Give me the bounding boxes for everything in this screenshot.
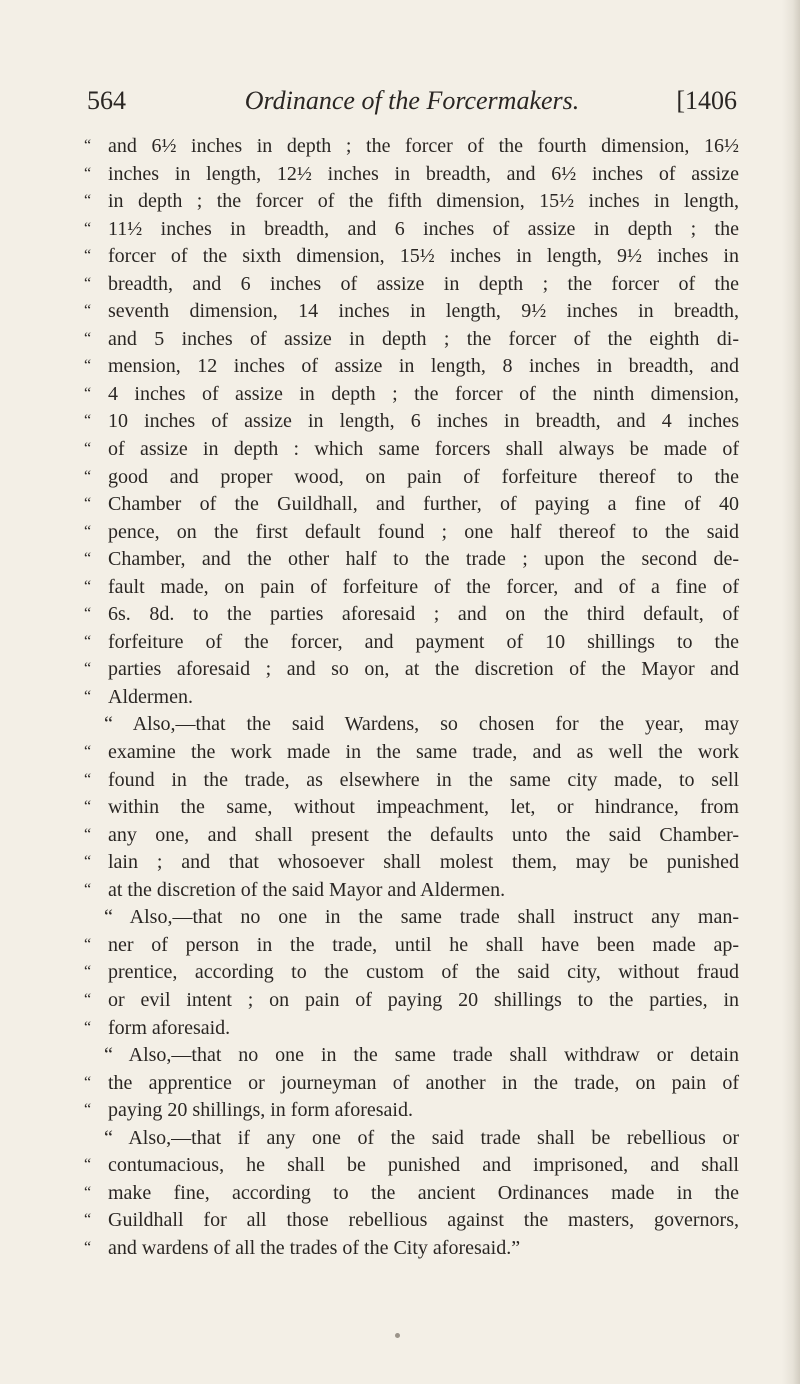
continuation-quote: “	[84, 522, 92, 540]
line-text: any one, and shall present the defaults unto the said Chamber-	[108, 823, 739, 846]
continuation-quote: “	[84, 467, 92, 485]
text-line	[84, 381, 739, 409]
text-line	[84, 1235, 739, 1263]
text-line	[84, 353, 739, 381]
continuation-quote: “	[84, 192, 92, 210]
line-text: forfeiture of the forcer, and payment of 10 shillings to the	[108, 630, 739, 653]
continuation-quote: “	[84, 440, 92, 458]
text-line	[84, 601, 739, 629]
continuation-quote: “	[84, 632, 92, 650]
text-line	[84, 822, 739, 850]
line-text: and 5 inches of assize in depth ; the forcer of the eighth di-	[108, 327, 739, 350]
line-text: 11½ inches in breadth, and 6 inches of assize in depth ; the	[108, 217, 739, 240]
text-line	[84, 767, 739, 795]
text-line	[84, 1042, 739, 1070]
line-text: forcer of the sixth dimension, 15½ inches in length, 9½ inches in	[108, 245, 739, 268]
text-line	[84, 1207, 739, 1235]
continuation-quote: “	[84, 963, 92, 981]
text-line	[84, 987, 739, 1015]
line-text: fault made, on pain of forfeiture of the forcer, and of a fine of	[108, 575, 739, 598]
continuation-quote: “	[84, 825, 92, 843]
text-line	[84, 1180, 739, 1208]
text-line	[84, 188, 739, 216]
line-text: Chamber of the Guildhall, and further, of paying a fine of 40	[108, 493, 739, 516]
continuation-quote: “	[84, 770, 92, 788]
continuation-quote: “	[84, 247, 92, 265]
text-line	[84, 794, 739, 822]
continuation-quote: “	[84, 1018, 92, 1036]
body-text	[84, 133, 739, 1262]
line-text: examine the work made in the same trade, and as well the work	[108, 741, 739, 764]
text-line	[84, 656, 739, 684]
text-line	[84, 408, 739, 436]
line-text: Aldermen.	[108, 685, 193, 708]
line-text: 4 inches of assize in depth ; the forcer of the ninth dimension,	[108, 382, 739, 405]
running-title: Ordinance of the Forcermakers.	[244, 86, 580, 115]
continuation-quote: “	[84, 384, 92, 402]
text-line	[84, 326, 739, 354]
year-marker: [1406	[676, 86, 737, 115]
text-line	[84, 849, 739, 877]
text-line	[84, 1015, 739, 1043]
line-text: of assize in depth : which same forcers shall always be made of	[108, 438, 739, 461]
continuation-quote: “	[84, 274, 92, 292]
page-number: 564	[87, 86, 126, 115]
continuation-quote: “	[84, 1156, 92, 1174]
continuation-quote: “	[84, 495, 92, 513]
line-text: contumacious, he shall be punished and imprisoned, and shall	[108, 1154, 739, 1177]
line-text: and wardens of all the trades of the City aforesaid.”	[108, 1236, 521, 1259]
line-text: in depth ; the forcer of the fifth dimension, 15½ inches in length,	[108, 190, 739, 213]
line-text: prentice, according to the custom of the said city, without fraud	[108, 961, 739, 984]
text-line	[84, 216, 739, 244]
line-text: breadth, and 6 inches of assize in depth ; the forcer of the	[108, 272, 739, 295]
continuation-quote: “	[84, 329, 92, 347]
line-text: and 6½ inches in depth ; the forcer of the fourth dimension, 16½	[108, 135, 739, 157]
line-text: within the same, without impeachment, let, or hindrance, from	[108, 796, 739, 819]
continuation-quote: “	[84, 137, 92, 154]
ink-speck	[395, 1333, 400, 1338]
line-text: lain ; and that whosoever shall molest them, may be punished	[108, 851, 739, 874]
continuation-quote: “	[84, 302, 92, 320]
continuation-quote: “	[84, 219, 92, 237]
continuation-quote: “	[84, 550, 92, 568]
continuation-quote: “	[84, 1073, 92, 1091]
continuation-quote: “	[84, 577, 92, 595]
text-line	[84, 546, 739, 574]
text-line	[84, 574, 739, 602]
line-text: form aforesaid.	[108, 1016, 231, 1039]
continuation-quote: “	[84, 687, 92, 705]
text-line	[84, 629, 739, 657]
text-line	[84, 464, 739, 492]
continuation-quote: “	[84, 935, 92, 953]
continuation-quote: “	[84, 853, 92, 871]
continuation-quote: “	[84, 1238, 92, 1256]
line-text: mension, 12 inches of assize in length, 8 inches in breadth, and	[108, 355, 739, 378]
text-line	[84, 519, 739, 547]
continuation-quote: “	[84, 798, 92, 816]
text-line	[84, 1152, 739, 1180]
text-line	[84, 959, 739, 987]
line-text: “ Also,—that no one in the same trade shall withdraw or detain	[104, 1044, 739, 1067]
continuation-quote: “	[84, 164, 92, 182]
line-text: paying 20 shillings, in form aforesaid.	[108, 1099, 413, 1122]
text-line	[84, 1125, 739, 1153]
text-line	[84, 161, 739, 189]
text-line	[84, 877, 739, 905]
continuation-quote: “	[84, 1183, 92, 1201]
line-text: Chamber, and the other half to the trade ; upon the second de-	[108, 548, 739, 571]
line-text: “ Also,—that if any one of the said trade shall be rebellious or	[104, 1126, 739, 1149]
line-text: make fine, according to the ancient Ordinances made in the	[108, 1181, 739, 1204]
line-text: parties aforesaid ; and so on, at the discretion of the Mayor and	[108, 658, 739, 681]
line-text: pence, on the first default found ; one half thereof to the said	[108, 520, 739, 543]
continuation-quote: “	[84, 1211, 92, 1229]
text-line	[84, 243, 739, 271]
line-text: “ Also,—that no one in the same trade shall instruct any man-	[104, 906, 739, 929]
text-line	[84, 1070, 739, 1098]
line-text: 6s. 8d. to the parties aforesaid ; and on the third default, of	[108, 603, 739, 626]
text-line	[84, 1097, 739, 1125]
running-header	[87, 86, 737, 126]
line-text: ner of person in the trade, until he shall have been made ap-	[108, 933, 739, 956]
text-line	[84, 491, 739, 519]
continuation-quote: “	[84, 357, 92, 375]
text-line	[84, 904, 739, 932]
text-line	[84, 133, 739, 161]
continuation-quote: “	[84, 660, 92, 678]
continuation-quote: “	[84, 412, 92, 430]
text-line	[84, 684, 739, 712]
text-line	[84, 739, 739, 767]
continuation-quote: “	[84, 880, 92, 898]
text-line	[84, 436, 739, 464]
line-text: 10 inches of assize in length, 6 inches in breadth, and 4 inches	[108, 410, 739, 433]
continuation-quote: “	[84, 743, 92, 761]
continuation-quote: “	[84, 605, 92, 623]
line-text: seventh dimension, 14 inches in length, 9½ inches in breadth,	[108, 300, 739, 323]
page-edge-shadow	[782, 0, 800, 1384]
line-text: good and proper wood, on pain of forfeiture thereof to the	[108, 465, 739, 488]
text-line	[84, 711, 739, 739]
continuation-quote: “	[84, 1101, 92, 1119]
line-text: the apprentice or journeyman of another in the trade, on pain of	[108, 1071, 739, 1094]
continuation-quote: “	[84, 990, 92, 1008]
line-text: or evil intent ; on pain of paying 20 shillings to the parties, in	[108, 988, 739, 1011]
line-text: “ Also,—that the said Wardens, so chosen for the year, may	[104, 713, 739, 736]
line-text: inches in length, 12½ inches in breadth, and 6½ inches of assize	[108, 162, 739, 185]
line-text: at the discretion of the said Mayor and Aldermen.	[108, 878, 506, 901]
line-text: found in the trade, as elsewhere in the same city made, to sell	[108, 768, 739, 791]
text-line	[84, 932, 739, 960]
text-line	[84, 271, 739, 299]
text-line	[84, 298, 739, 326]
line-text: Guildhall for all those rebellious against the masters, governors,	[108, 1209, 739, 1232]
